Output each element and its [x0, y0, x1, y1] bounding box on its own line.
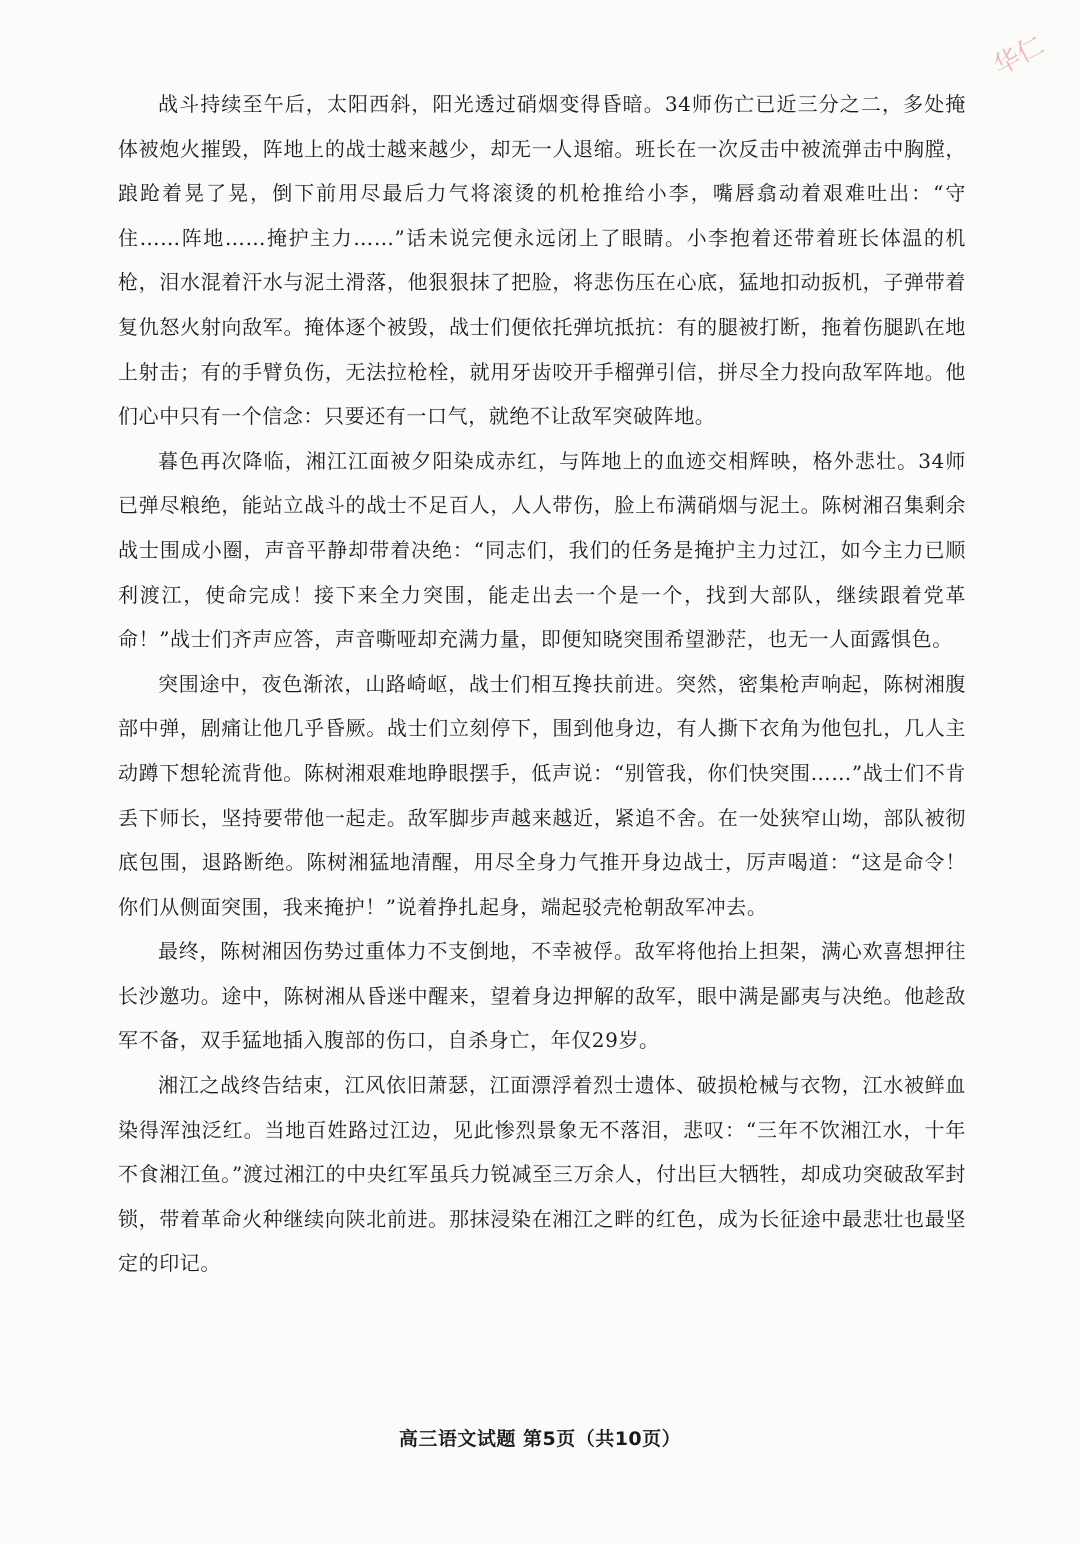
- paragraph-2: 暮色再次降临，湘江江面被夕阳染成赤红，与阵地上的血迹交相辉映，格外悲壮。34师已弹尽粮绝，能站立战斗的战士不足百人，人人带伤，脸上布满硝烟与泥土。陈树湘召集剩余战士围成小圈，声音平静却带着决绝：“同志们，我们的任务是掩护主力过江，如今主力已顺利渡江，使命完成！接下来全力突围，能走出去一个是一个，找到大部队，继续跟着党革命！”战士们齐声应答，声音嘶哑却充满力量，即便知晓突围希望渺茫，也无一人面露惧色。: [118, 448, 966, 652]
- document-body: [118, 82, 966, 1286]
- paragraph-1: 战斗持续至午后，太阳西斜，阳光透过硝烟变得昏暗。34师伤亡已近三分之二，多处掩体被炮火摧毁，阵地上的战士越来越少，却无一人退缩。班长在一次反击中被流弹击中胸膛，踉跄着晃了晃，倒下前用尽最后力气将滚烫的机枪推给小李，嘴唇翕动着艰难吐出：“守住……阵地……掩护主力……”话未说完便永远闭上了眼睛。小李抱着还带着班长体温的机枪，泪水混着汗水与泥土滑落，他狠狠抹了把脸，将悲伤压在心底，猛地扣动扳机，子弹带着复仇怒火射向敌军。掩体逐个被毁，战士们便依托弹坑抵抗：有的腿被打断，拖着伤腿趴在地上射击；有的手臂负伤，无法拉枪栓，就用牙齿咬开手榴弹引信，拼尽全力投向敌军阵地。他们心中只有一个信念：只要还有一口气，就绝不让敌军突破阵地。: [118, 92, 966, 429]
- paragraph-5: 湘江之战终告结束，江风依旧萧瑟，江面漂浮着烈士遗体、破损枪械与衣物，江水被鲜血染得浑浊泛红。当地百姓路过江边，见此惨烈景象无不落泪，悲叹：“三年不饮湘江水，十年不食湘江鱼。”渡过湘江的中央红军虽兵力锐减至三万余人，付出巨大牺牲，却成功突破敌军封锁，带着革命火种继续向陕北前进。那抹浸染在湘江之畔的红色，成为长征途中最悲壮也最坚定的印记。: [118, 1073, 966, 1276]
- paragraph-4: 最终，陈树湘因伤势过重体力不支倒地，不幸被俘。敌军将他抬上担架，满心欢喜想押往长沙邀功。途中，陈树湘从昏迷中醒来，望着身边押解的敌军，眼中满是鄙夷与决绝。他趁敌军不备，双手猛地插入腹部的伤口，自杀身亡，年仅29岁。: [118, 939, 966, 1053]
- paragraph-3: 突围途中，夜色渐浓，山路崎岖，战士们相互搀扶前进。突然，密集枪声响起，陈树湘腹部中弹，剧痛让他几乎昏厥。战士们立刻停下，围到他身边，有人撕下衣角为他包扎，几人主动蹲下想轮流背他。陈树湘艰难地睁眼摆手，低声说：“别管我，你们快突围……”战士们不肯丢下师长，坚持要带他一起走。敌军脚步声越来越近，紧追不舍。在一处狭窄山坳，部队被彻底包围，退路断绝。陈树湘猛地清醒，用尽全身力气推开身边战士，厉声喝道：“这是命令！你们从侧面突围，我来掩护！”说着挣扎起身，端起驳壳枪朝敌军冲去。: [118, 671, 966, 919]
- page-footer: 高三语文试题 第5页（共10页）: [398, 1428, 682, 1450]
- stamp-watermark: [981, 16, 1064, 89]
- stamp-text: 华仁: [989, 30, 1050, 82]
